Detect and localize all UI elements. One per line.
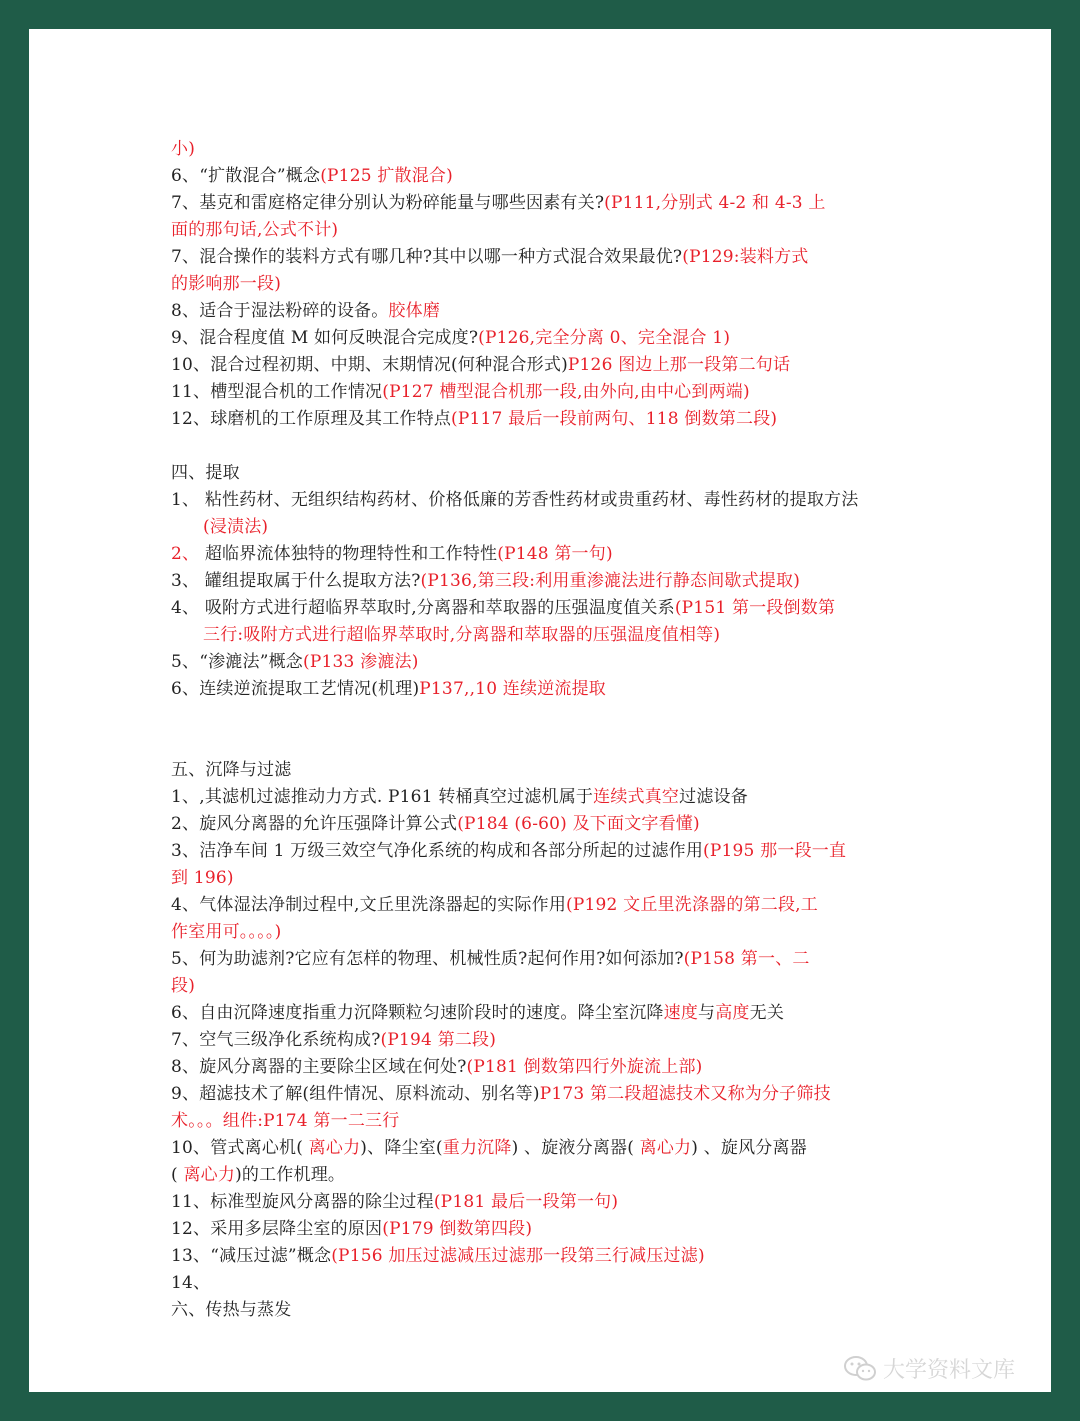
wechat-icon — [843, 1355, 877, 1383]
highlight-text: (P181 最后一段第一句) — [433, 1192, 619, 1212]
text-line — [171, 867, 234, 889]
highlight-text: P126 图边上那一段第二句话 — [567, 355, 791, 375]
highlight-text: 术。。。组件:P174 第一二三行 — [171, 1111, 400, 1131]
text-line — [171, 327, 730, 349]
body-text: ) 、旋风分离器 — [691, 1138, 807, 1158]
body-text: 9、超滤技术了解(组件情况、原料流动、别名等) — [171, 1084, 540, 1104]
body-text: 4、气体湿法净制过程中,文丘里洗涤器起的实际作用 — [171, 895, 567, 915]
highlight-text: 速度 — [663, 1003, 699, 1023]
body-text: 11、槽型混合机的工作情况 — [171, 382, 383, 402]
highlight-text: (P133 渗漉法) — [303, 652, 419, 672]
text-line — [171, 354, 790, 376]
text-line — [171, 894, 818, 916]
body-text: 六、传热与蒸发 — [171, 1300, 292, 1320]
highlight-text: 2、 — [171, 544, 200, 564]
highlight-text: (P125 扩散混合) — [320, 166, 453, 186]
highlight-text: 离心力 — [303, 1138, 361, 1158]
body-text: 12、采用多层降尘室的原因 — [171, 1219, 383, 1239]
body-text: 3、洁净车间 1 万级三效空气净化系统的构成和各部分所起的过滤作用 — [171, 841, 704, 861]
highlight-text: 离心力 — [634, 1138, 692, 1158]
text-line — [171, 759, 291, 781]
highlight-text: (P129:装料方式 — [682, 247, 809, 267]
text-line — [171, 165, 453, 187]
body-text: )的工作机理。 — [235, 1165, 346, 1185]
highlight-text: (P184 (6-60) 及下面文字看懂) — [457, 814, 700, 834]
text-line — [171, 597, 835, 619]
highlight-text: (P151 第一段倒数第 — [674, 598, 836, 618]
highlight-text: P137,,10 连续逆流提取 — [419, 679, 607, 699]
body-text: 4、 吸附方式进行超临界萃取时,分离器和萃取器的压强温度值关系 — [171, 598, 675, 618]
text-line — [171, 651, 419, 673]
text-line — [171, 246, 809, 268]
body-text: 8、适合于湿法粉碎的设备。 — [171, 301, 389, 321]
text-line — [203, 516, 268, 538]
text-line — [171, 408, 777, 430]
text-line — [171, 219, 338, 241]
text-line — [171, 192, 826, 214]
highlight-text: P173 第二段超滤技术又称为分子筛技 — [539, 1084, 831, 1104]
body-text: 6、“扩散混合”概念 — [171, 166, 321, 186]
text-line — [171, 138, 195, 160]
highlight-text: 三行:吸附方式进行超临界萃取时,分离器和萃取器的压强温度值相等) — [203, 625, 721, 645]
body-text: 7、空气三级净化系统构成? — [171, 1030, 381, 1050]
body-text: 5、“渗漉法”概念 — [171, 652, 303, 672]
body-text: 8、旋风分离器的主要除尘区域在何处? — [171, 1057, 467, 1077]
text-line — [171, 381, 750, 403]
body-text: 过滤设备 — [679, 787, 748, 807]
highlight-text: 作室用可。。。。) — [171, 922, 282, 942]
text-line — [171, 273, 281, 295]
highlight-text: 连续式真空 — [593, 787, 680, 807]
body-text: 7、混合操作的装料方式有哪几种?其中以哪一种方式混合效果最优? — [171, 247, 683, 267]
body-text: 13、“减压过滤”概念 — [171, 1246, 332, 1266]
highlight-text: 重力沉降 — [442, 1138, 512, 1158]
text-line — [171, 300, 440, 322]
body-text: 超临界流体独特的物理特性和工作特性 — [199, 544, 498, 564]
highlight-text: (P194 第二段) — [380, 1030, 497, 1050]
text-line — [171, 1272, 210, 1294]
body-text: 3、 罐组提取属于什么提取方法? — [171, 571, 421, 591]
text-line — [171, 975, 195, 997]
highlight-text: (P148 第一句) — [497, 544, 613, 564]
highlight-text: (P156 加压过滤减压过滤那一段第三行减压过滤) — [331, 1246, 705, 1266]
body-text: 10、混合过程初期、中期、末期情况(何种混合形式) — [171, 355, 568, 375]
body-text: 1、,其滤机过滤推动力方式. P161 转桶真空过滤机属于 — [171, 787, 594, 807]
body-text: 12、球磨机的工作原理及其工作特点 — [171, 409, 452, 429]
text-line — [171, 1245, 705, 1267]
body-text: 6、连续逆流提取工艺情况(机理) — [171, 679, 420, 699]
text-line — [171, 543, 613, 565]
text-line — [171, 1218, 532, 1240]
text-line — [171, 489, 858, 511]
text-line — [171, 1083, 831, 1105]
body-text: )、降尘室( — [360, 1138, 443, 1158]
highlight-text: 小) — [171, 139, 196, 159]
highlight-text: (P136,第三段:利用重渗漉法进行静态间歇式提取) — [420, 571, 801, 591]
highlight-text: (P181 倒数第四行外旋流上部) — [466, 1057, 703, 1077]
text-line — [171, 678, 606, 700]
body-text: ) 、旋液分离器( — [511, 1138, 635, 1158]
body-text: 无关 — [749, 1003, 785, 1023]
text-line — [171, 462, 240, 484]
body-text: 9、混合程度值 M 如何反映混合完成度? — [171, 328, 479, 348]
text-line — [171, 948, 810, 970]
text-line — [171, 1191, 618, 1213]
highlight-text: (P192 文丘里洗涤器的第二段,工 — [566, 895, 818, 915]
highlight-text: (P126,完全分离 0、完全混合 1) — [478, 328, 731, 348]
text-line — [171, 1164, 345, 1186]
body-text: 五、沉降与过滤 — [171, 760, 292, 780]
body-text: 11、标准型旋风分离器的除尘过程 — [171, 1192, 434, 1212]
watermark-text: 大学资料文库 — [882, 1358, 1015, 1383]
highlight-text: (P117 最后一段前两句、118 倒数第二段) — [451, 409, 778, 429]
text-line — [203, 624, 720, 646]
highlight-text: 离心力 — [177, 1165, 236, 1185]
body-text: 四、提取 — [171, 463, 240, 483]
highlight-text: 胶体磨 — [388, 301, 441, 321]
text-line — [171, 1137, 807, 1159]
highlight-text: (浸渍法) — [203, 517, 269, 537]
body-text: ( — [171, 1165, 178, 1185]
highlight-text: (P158 第一、二 — [683, 949, 810, 969]
body-text: 6、自由沉降速度指重力沉降颗粒匀速阶段时的速度。降尘室沉降 — [171, 1003, 664, 1023]
highlight-text: (P111,分别式 4-2 和 4-3 上 — [604, 193, 826, 213]
highlight-text: 高度 — [715, 1003, 750, 1023]
text-line — [171, 1110, 399, 1132]
body-text: 10、管式离心机( — [171, 1138, 304, 1158]
body-text: 14、 — [171, 1273, 211, 1293]
body-text: 2、旋风分离器的允许压强降计算公式 — [171, 814, 458, 834]
text-line — [171, 1056, 703, 1078]
highlight-text: (P179 倒数第四段) — [382, 1219, 533, 1239]
body-text: 与 — [698, 1003, 716, 1023]
text-line — [171, 570, 800, 592]
highlight-text: 段) — [171, 976, 196, 996]
text-line — [171, 840, 846, 862]
text-line — [171, 921, 281, 943]
highlight-text: 到 196) — [171, 868, 234, 888]
body-text: 1、 粘性药材、无组织结构药材、价格低廉的芳香性药材或贵重药材、毒性药材的提取方法 — [171, 490, 859, 510]
highlight-text: 的影响那一段) — [171, 274, 282, 294]
text-line — [171, 1029, 496, 1051]
highlight-text: 面的那句话,公式不计) — [171, 220, 339, 240]
document-page — [29, 29, 1051, 1392]
watermark — [843, 1353, 1015, 1384]
body-text: 7、基克和雷庭格定律分别认为粉碎能量与哪些因素有关? — [171, 193, 605, 213]
highlight-text: (P127 槽型混合机那一段,由外向,由中心到两端) — [382, 382, 750, 402]
text-line — [171, 1002, 784, 1024]
text-line — [171, 786, 748, 808]
text-line — [171, 813, 700, 835]
text-line — [171, 1299, 291, 1321]
body-text: 5、何为助滤剂?它应有怎样的物理、机械性质?起何作用?如何添加? — [171, 949, 684, 969]
highlight-text: (P195 那一段一直 — [703, 841, 847, 861]
